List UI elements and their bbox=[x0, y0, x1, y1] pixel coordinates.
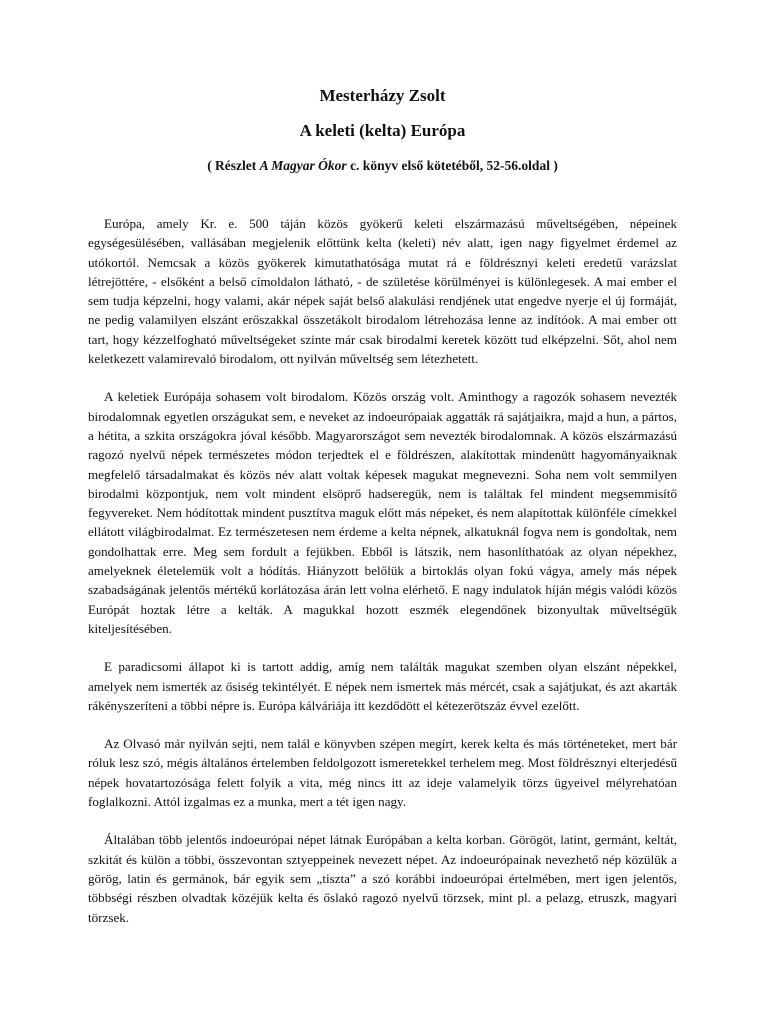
author-name: Mesterházy Zsolt bbox=[319, 86, 446, 105]
document-title: A keleti (kelta) Európa bbox=[299, 121, 466, 140]
document-subtitle bbox=[88, 158, 677, 174]
subtitle-prefix: ( Részlet bbox=[207, 158, 260, 173]
paragraph-2: A keletiek Európája sohasem volt birodalom. Közös ország volt. Aminthogy a ragozók sohasem nevezték birodalomnak egyetlen országukat sem, e neveket az indoeurópaiak aggatták rá sajátjaikra, majd a hun, a pártos, a hétita, a szkita országokra jóval később. Magyarországot sem nevezték birodalomnak. A közös elszármazású ragozó nyelvű népek természetes módon terjedtek el e földrészen, alakítottak mindenütt hagyományaiknak megfelelő társadalmakat és közös név alatt voltak képesek magukat megnevezni. Soha nem volt semmilyen birodalmi központjuk, nem volt mindent elsöprő hadseregük, nem is találtak fel mindent megsemmisítő fegyvereket. Nem hódítottak mindent pusztítva maguk előtt más népeket, és nem alapítottak különféle címekkel ellátott világbirodalmat. Ez természetesen nem érdeme a kelta népnek, alkatuknál fogva nem is gondoltak, nem gondolhattak erre. Meg sem fordult a fejükben. Ebből is látszik, nem hasonlíthatóak az olyan népekhez, amelyeknek életelemük volt a hódítás. Hiányzott belőlük a birtoklás olyan fokú vágya, amely más népek szabadságának jelentős mértékű korlátozása árán lett volna elérhető. E nagy indulatok híján mégis valódi közös Európát hoztak létre a kelták. A magukkal hozott eszmék elegendőnek bizonyultak műveltségük kiteljesítésében. bbox=[88, 389, 677, 636]
subtitle-book-title: A Magyar Ókor bbox=[259, 158, 347, 173]
document-body bbox=[88, 214, 677, 946]
paragraph-4: Az Olvasó már nyilván sejti, nem talál e könyvben szépen megírt, kerek kelta és más történeteket, mert bár róluk lesz szó, mégis általános értelemben feldolgozott ismeretekkel terhelem meg. Most földrésznyi elterjedésű népek hovatartozósága felett folyik a vita, még nincs itt az ideje valamelyik törzs ügyeivel mélyrehatóan foglalkozni. Attól izgalmas ez a munka, mert a tét igen nagy. bbox=[88, 736, 677, 810]
document-page bbox=[88, 0, 677, 1024]
paragraph-1: Európa, amely Kr. e. 500 táján közös gyökerű keleti elszármazású műveltségében, népeinek egységesülésében, vallásában megjelenik előttünk kelta (keleti) név alatt, igen nagy figyelmet érdemel az utókortól. Nemcsak a közös gyökerek kimutathatósága mutat rá e földrésznyi keleti eredetű varázslat létrejöttére, - elsőként a belső címoldalon látható, - de születése körülményei is különlegesek. A mai ember el sem tudja képzelni, hogy valami, akár népek saját belső alakulási rendjének utat engedve nyerje el új formáját, ne pedig valamilyen elszánt erőszakkal összetákolt birodalom létrehozása lenne az indítóok. A mai ember ott tart, hogy kézzelfogható műveltségeket szinte már csak birodalmi keretek között tud elképzelni. Sőt, ahol nem keletkezett valamirevaló birodalom, ott nyilván műveltség sem létezhetett. bbox=[88, 216, 677, 367]
subtitle-suffix: c. könyv első kötetéből, 52-56.oldal ) bbox=[346, 158, 558, 173]
paragraph-5: Általában több jelentős indoeurópai népet látnak Európában a kelta korban. Görögöt, latint, germánt, keltát, szkitát és külön a többi, összevontan sztyeppeinek nevezett népet. Az indoeurópainak nevezhető nép közülük a görög, latin és germánok, bár egyik sem „tiszta” a szó korábbi indoeurópai értelmében, mert igen jelentős, többségi részben olvadtak közéjük kelta és őslakó ragozó nyelvű törzsek, mint pl. a pelazg, etruszk, magyari törzsek. bbox=[88, 832, 677, 925]
paragraph-3: E paradicsomi állapot ki is tartott addig, amíg nem találták magukat szemben olyan elszánt népekkel, amelyek nem ismerték az ősiség tekintélyét. E népek nem ismertek más mércét, csak a sajátjukat, és azt akarták rákényszeríteni a többi népre is. Európa kálváriája itt kezdődött el kétezerötszáz évvel ezelőtt. bbox=[88, 659, 677, 713]
